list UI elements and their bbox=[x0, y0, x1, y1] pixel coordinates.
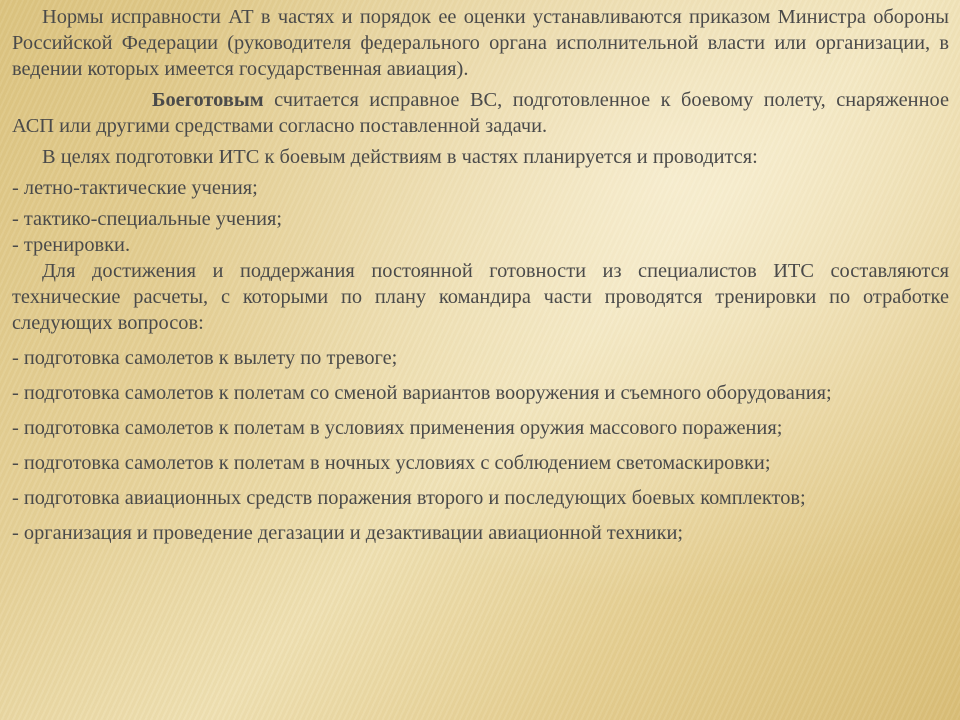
list-item: - подготовка авиационных средств поражения второго и последующих боевых комплектов; bbox=[12, 487, 806, 509]
list-item: - организация и проведение дегазации и дезактивации авиационной техники; bbox=[12, 522, 684, 544]
list-item: - тактико-специальные учения; bbox=[12, 208, 283, 230]
paragraph-training-intro: В целях подготовки ИТС к боевым действиям в частях планируется и проводится: bbox=[42, 146, 758, 168]
slide-body bbox=[12, 4, 949, 546]
list-item: - тренировки. bbox=[12, 234, 131, 256]
paragraph-combat-ready bbox=[12, 87, 949, 139]
list-item: - летно-тактические учения; bbox=[12, 177, 258, 199]
list-item: - подготовка самолетов к полетам в ночных условиях с соблюдением светомаскировки; bbox=[12, 452, 771, 474]
paragraph-norms: Нормы исправности АТ в частях и порядок ее оценки устанавливаются приказом Министра обороны Российской Федерации (руководителя федерального органа исполнительной власти или организации, в ведении которых имеется государственная авиация). bbox=[12, 6, 949, 80]
definition-combat-ready: считается исправное ВС, подготовленное к боевому полету, снаряженное АСП или другими средствами согласно поставленной задачи. bbox=[12, 89, 949, 137]
term-combat-ready: Боеготовым bbox=[152, 89, 264, 111]
paragraph-readiness: Для достижения и поддержания постоянной готовности из специалистов ИТС составляются технические расчеты, с которыми по плану командира части проводятся тренировки по отработке следующих вопросов: bbox=[12, 260, 949, 334]
list-item: - подготовка самолетов к полетам в условиях применения оружия массового поражения; bbox=[12, 417, 783, 439]
list-item: - подготовка самолетов к вылету по тревоге; bbox=[12, 347, 398, 369]
list-item: - подготовка самолетов к полетам со сменой вариантов вооружения и съемного оборудования; bbox=[12, 382, 832, 404]
